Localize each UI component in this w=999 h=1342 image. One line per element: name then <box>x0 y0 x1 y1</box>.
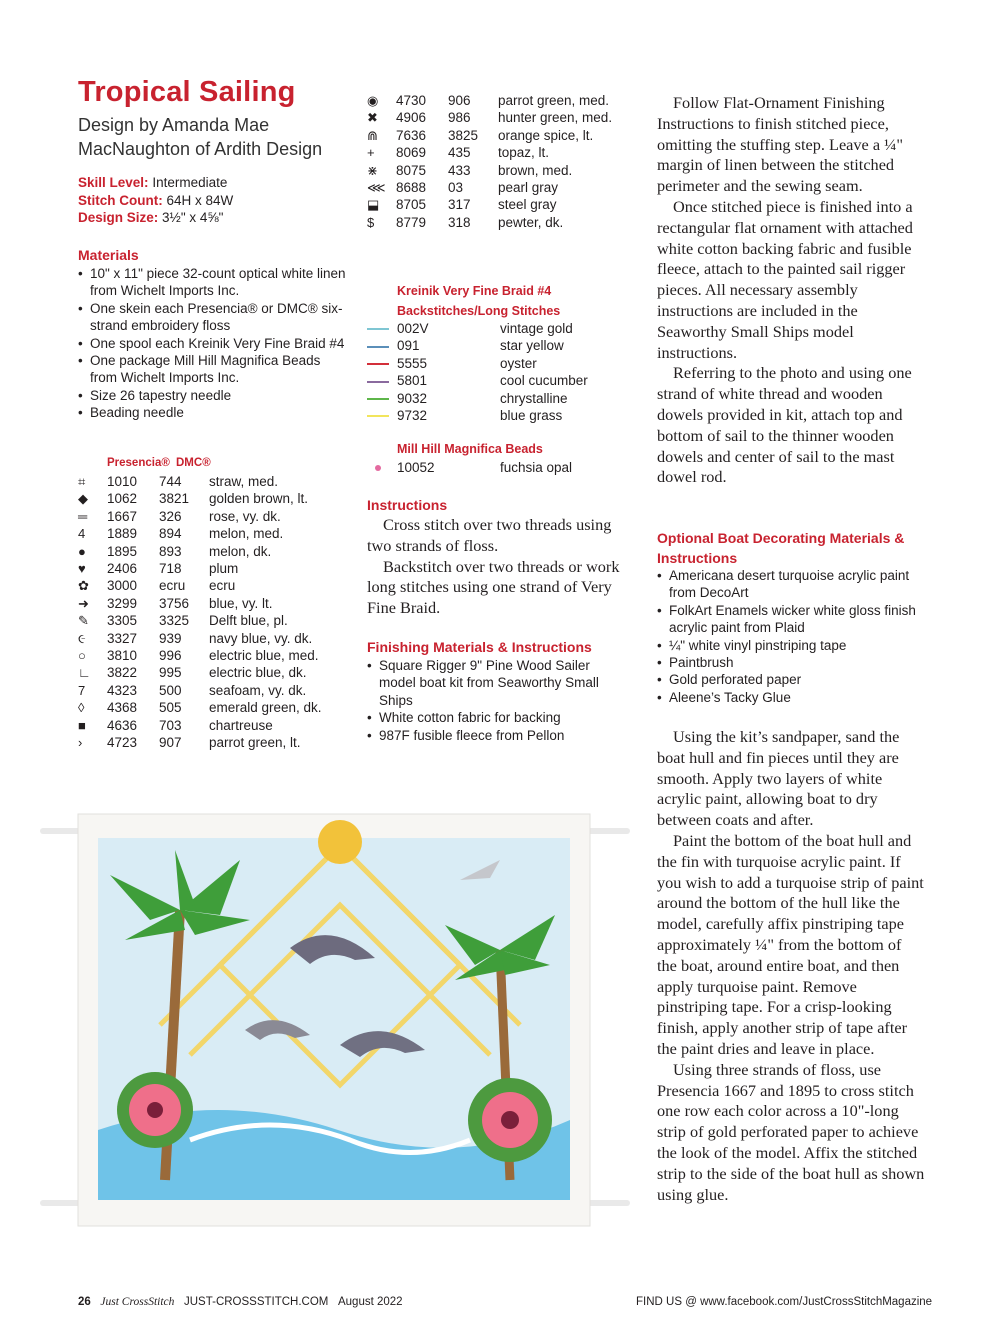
presencia-number: 3305 <box>107 613 138 629</box>
list-item: • One spool each Kreinik Very Fine Braid #4 <box>78 335 348 352</box>
design-size-value: 3½" x 4⅝" <box>162 210 224 225</box>
color-name: plum <box>209 561 239 577</box>
thread-name: star yellow <box>500 338 564 354</box>
body-paragraph: Paint the bottom of the boat hull and the fin with turquoise acrylic paint. If you wish to add a turquoise strip of paint around the bottom of the hull like the model, carefully affix pinstriping tape approximately ¼" from the bottom of the boat, around entire boat, and then apply turquoise paint. Remove pinstriping tape. For a crisp-looking finish, apply another strip of tape after the paint dries and leave in place. <box>657 830 924 1058</box>
hibiscus-right <box>468 1078 552 1162</box>
color-name: steel gray <box>498 197 557 213</box>
dmc-number: 986 <box>448 110 471 126</box>
table-row <box>78 473 337 490</box>
thread-code: 5801 <box>397 373 428 389</box>
table-row <box>78 699 337 716</box>
dmc-number: 3825 <box>448 127 479 143</box>
thread-name: vintage gold <box>500 321 573 336</box>
dmc-number: 893 <box>159 543 182 559</box>
color-name: orange spice, lt. <box>498 127 594 143</box>
dmc-number: 318 <box>448 214 471 230</box>
thread-code: 9732 <box>397 408 428 424</box>
instructions-heading: Instructions <box>367 497 448 513</box>
color-name: ecru <box>209 578 236 594</box>
hibiscus-left <box>117 1072 193 1148</box>
thread-code: 002V <box>397 321 429 336</box>
thread-code: 9032 <box>397 390 428 406</box>
list-item: • White cotton fabric for backing <box>367 709 629 726</box>
plus-icon: + <box>367 145 375 161</box>
presencia-number: 4906 <box>396 110 427 126</box>
dmc-number: 03 <box>448 180 464 196</box>
dmc-column-header: DMC® <box>176 457 211 469</box>
thread-name: fuchsia opal <box>500 460 573 475</box>
instructions-paragraph: Cross stitch over two threads using two strands of floss. <box>367 515 612 555</box>
presencia-number: 1889 <box>107 526 138 542</box>
arrow-icon: ➜ <box>78 595 89 611</box>
color-name: electric blue, dk. <box>209 665 307 681</box>
stitch-count-label: Stitch Count: <box>78 192 163 208</box>
boat-painting-instructions <box>657 727 925 1205</box>
color-name: chartreuse <box>209 717 273 733</box>
skill-value: Intermediate <box>152 175 228 190</box>
thread-line-icon <box>367 328 389 330</box>
color-name: melon, med. <box>209 526 284 542</box>
optional-materials-list <box>657 567 927 706</box>
swirl-icon: ૯ <box>78 630 86 646</box>
presencia-number: 4323 <box>107 682 138 698</box>
color-name: brown, med. <box>498 162 573 178</box>
presencia-number: 1010 <box>107 474 138 489</box>
magazine-website: JUST-CROSSSTITCH.COM <box>184 1296 329 1308</box>
seven-icon: 7 <box>78 682 86 698</box>
kreinik-heading: Kreinik Very Fine Braid #4 <box>397 284 552 298</box>
cross-icon: ✖ <box>367 110 378 126</box>
dmc-number: 894 <box>159 526 182 542</box>
four-icon: 4 <box>78 526 86 542</box>
thread-name: oyster <box>500 355 537 371</box>
dmc-number: 995 <box>159 665 182 681</box>
dmc-number: 3821 <box>159 491 190 507</box>
dollar-icon: $ <box>367 214 375 230</box>
table-row <box>367 337 588 354</box>
magazine-name: Just CrossStitch <box>100 1296 175 1308</box>
color-name: Delft blue, pl. <box>209 613 288 629</box>
table-row <box>367 127 626 144</box>
square-icon: ■ <box>78 717 86 733</box>
double-bar-icon: ═ <box>78 508 88 524</box>
thread-line-icon <box>367 363 389 365</box>
dmc-number: 3756 <box>159 595 190 611</box>
table-row <box>78 525 337 542</box>
target-icon: ◉ <box>367 93 379 108</box>
thread-code: 091 <box>397 338 420 354</box>
table-row <box>367 214 626 231</box>
dmc-number: 435 <box>448 145 471 161</box>
color-name: parrot green, lt. <box>209 735 301 751</box>
list-item: • One package Mill Hill Magnifica Beads from Wichelt Imports Inc. <box>78 352 348 387</box>
dmc-number: 996 <box>159 648 182 664</box>
dmc-number: 317 <box>448 197 471 213</box>
presencia-number: 8069 <box>396 145 427 161</box>
dmc-number: ecru <box>159 578 186 594</box>
stitch-count-value: 64H x 84W <box>166 192 234 208</box>
chevron-icon: › <box>78 735 83 751</box>
dmc-number: 907 <box>159 735 182 751</box>
presencia-number: 4730 <box>396 93 427 108</box>
presencia-number: 1062 <box>107 491 138 507</box>
list-item: • ¼" white vinyl pinstriping tape <box>657 637 927 654</box>
flower-icon: ✿ <box>78 578 89 594</box>
dmc-number: 505 <box>159 700 182 716</box>
designer-byline: Design by Amanda Mae MacNaughton of Ardith Design <box>78 115 323 159</box>
dmc-number: 3325 <box>159 613 190 629</box>
list-item: • Americana desert turquoise acrylic paint from DecoArt <box>657 567 927 602</box>
table-row <box>78 664 337 681</box>
table-row <box>367 92 626 109</box>
presencia-column-header: Presencia® <box>107 457 170 469</box>
body-paragraph: Once stitched piece is finished into a rectangular flat ornament with attached white cotton backing fabric and fusible fleece, attach to the painted sail rigger pieces. All necessary assembly instructions are included in the Seaworthy Small Ships model instructions. <box>657 196 913 362</box>
hash-icon: ⌗ <box>78 474 86 489</box>
color-name: rose, vy. dk. <box>209 508 281 524</box>
presencia-number: 1895 <box>107 543 138 559</box>
instructions-paragraph: Backstitch over two threads or work long stitches using one strand of Very Fine Braid. <box>367 556 620 618</box>
half-square-icon: ⬓ <box>367 197 380 213</box>
list-item: • Gold perforated paper <box>657 671 927 688</box>
presencia-number: 3810 <box>107 648 138 664</box>
dmc-number: 906 <box>448 93 471 108</box>
presencia-number: 4723 <box>107 735 138 751</box>
floss-key-table-1 <box>78 473 348 752</box>
table-row <box>78 630 337 647</box>
design-size-label: Design Size: <box>78 210 159 225</box>
floss-key <box>78 473 337 752</box>
color-name: melon, dk. <box>209 543 272 559</box>
heart-icon: ♥ <box>78 561 86 577</box>
thread-code: 10052 <box>397 460 435 475</box>
color-name: pearl gray <box>498 180 559 196</box>
table-row <box>367 320 588 337</box>
footer-left <box>78 1296 403 1308</box>
instructions-text <box>367 515 635 619</box>
color-name: straw, med. <box>209 474 279 489</box>
table-row <box>367 459 572 476</box>
list-item: • 10" x 11" piece 32-count optical white linen from Wichelt Imports Inc. <box>78 265 348 300</box>
presencia-number: 3000 <box>107 578 138 594</box>
presencia-number: 7636 <box>396 127 427 143</box>
dmc-number: 718 <box>159 561 182 577</box>
presencia-number: 3299 <box>107 595 138 611</box>
thread-name: chrystalline <box>500 390 568 406</box>
page-title: Tropical Sailing <box>78 76 296 108</box>
kreinik-list <box>367 320 627 424</box>
finishing-heading: Finishing Materials & Instructions <box>367 639 592 655</box>
table-row <box>367 162 626 179</box>
thread-code: 5555 <box>397 355 428 371</box>
kreinik-subheading: Backstitches/Long Stitches <box>397 304 561 318</box>
thread-line-icon <box>367 381 389 383</box>
body-paragraph: Using the kit’s sandpaper, sand the boat hull and fin pieces until they are smooth. Apply two layers of white acrylic paint, allowing boat to dry between coats and after. <box>657 727 900 830</box>
dmc-number: 500 <box>159 682 182 698</box>
diamond-icon: ◆ <box>78 491 88 507</box>
color-name: blue, vy. lt. <box>209 595 273 611</box>
color-name: golden brown, lt. <box>209 491 309 507</box>
table-row <box>78 595 337 612</box>
body-paragraph: Follow Flat-Ornament Finishing Instructions to finish stitched piece, omitting the stuffing step. Leave a ¼" margin of linen between the stitched perimeter and the sewing seam. <box>657 93 903 196</box>
table-row <box>78 612 337 629</box>
table-row <box>78 734 337 751</box>
arch-icon: ⋒ <box>367 127 378 143</box>
presencia-number: 3327 <box>107 630 138 646</box>
color-name: parrot green, med. <box>498 93 610 108</box>
presencia-number: 8705 <box>396 197 427 213</box>
stitched-piece-photo <box>40 800 630 1240</box>
table-row <box>78 717 337 734</box>
sun <box>318 820 362 864</box>
body-paragraph: Using three strands of floss, use Presencia 1667 and 1895 to cross stitch one row each color across a 10"-long strip of gold perforated paper to achieve the look of the model. Affix the stitched strip to the side of the boat hull as shown using glue. <box>657 1059 925 1204</box>
circle-icon: ○ <box>78 648 86 664</box>
presencia-number: 4368 <box>107 700 138 716</box>
thread-name: cool cucumber <box>500 373 588 389</box>
asterisk-icon: ⋇ <box>367 162 378 178</box>
color-name: pewter, dk. <box>498 214 564 230</box>
dot-icon: ● <box>78 543 86 559</box>
millhill-heading: Mill Hill Magnifica Beads <box>397 442 543 456</box>
list-item: • FolkArt Enamels wicker white gloss finish acrylic paint from Plaid <box>657 602 927 637</box>
color-name: navy blue, vy. dk. <box>209 630 313 646</box>
presencia-number: 8075 <box>396 162 427 178</box>
presencia-number: 3822 <box>107 665 138 681</box>
dmc-number: 939 <box>159 630 182 646</box>
floss-key <box>367 92 626 231</box>
presencia-number: 1667 <box>107 508 138 524</box>
materials-heading: Materials <box>78 247 139 263</box>
dmc-number: 744 <box>159 474 182 489</box>
table-row <box>78 577 337 594</box>
color-name: emerald green, dk. <box>209 700 322 716</box>
table-row <box>367 372 588 389</box>
table-row <box>367 109 626 126</box>
color-name: electric blue, med. <box>209 648 319 664</box>
thread-line-icon <box>367 415 389 417</box>
table-row <box>367 144 626 161</box>
list-item: • Paintbrush <box>657 654 927 671</box>
pencil-icon: ✎ <box>78 613 89 629</box>
table-row <box>78 682 337 699</box>
table-row <box>367 179 626 196</box>
thread-line-icon <box>367 346 389 348</box>
presencia-number: 8779 <box>396 214 427 230</box>
triple-chevron-icon: ⋘ <box>367 180 386 196</box>
dmc-number: 326 <box>159 508 182 524</box>
thread-line-icon <box>367 398 389 400</box>
table-row <box>78 647 337 664</box>
body-paragraph: Referring to the photo and using one strand of white thread and wooden dowels provided in kit, attach top and bottom of sail to the thinner wooden dowels and center of sail to the mast dowel rod. <box>657 363 912 487</box>
issue-date: August 2022 <box>337 1296 403 1308</box>
table-row <box>78 543 337 560</box>
list-item: • One skein each Presencia® or DMC® six-strand embroidery floss <box>78 300 348 335</box>
corner-icon: ∟ <box>78 665 91 681</box>
presencia-number: 8688 <box>396 180 427 196</box>
facebook-link: FIND US @ www.facebook.com/JustCrossStitchMagazine <box>636 1296 933 1308</box>
color-name: hunter green, med. <box>498 110 613 126</box>
materials-list <box>78 265 348 422</box>
finishing-instructions <box>657 93 923 488</box>
table-row <box>367 196 626 213</box>
table-row <box>367 407 588 424</box>
outline-diamond-icon: ◊ <box>78 700 85 716</box>
color-name: topaz, lt. <box>498 145 550 161</box>
table-row <box>367 390 588 407</box>
table-row <box>78 490 337 507</box>
millhill-list <box>367 459 627 476</box>
page-number: 26 <box>78 1296 91 1308</box>
dmc-number: 703 <box>159 717 182 733</box>
thread-name: blue grass <box>500 408 563 424</box>
list-item: • Beading needle <box>78 404 348 421</box>
list-item: • Size 26 tapestry needle <box>78 387 348 404</box>
list-item: • Square Rigger 9" Pine Wood Sailer model boat kit from Seaworthy Small Ships <box>367 657 629 709</box>
dmc-number: 433 <box>448 162 471 178</box>
floss-key-table-2 <box>367 92 627 231</box>
color-name: seafoam, vy. dk. <box>209 682 307 698</box>
design-specs <box>78 174 358 227</box>
list-item: • Aleene’s Tacky Glue <box>657 689 927 706</box>
bead-dot-icon <box>375 465 381 471</box>
optional-heading: Optional Boat Decorating Materials & Instructions <box>657 530 905 566</box>
table-row <box>78 508 337 525</box>
list-item: • 987F fusible fleece from Pellon <box>367 727 629 744</box>
table-row <box>78 560 337 577</box>
table-row <box>367 355 588 372</box>
skill-label: Skill Level: <box>78 175 149 190</box>
presencia-number: 2406 <box>107 561 138 577</box>
presencia-number: 4636 <box>107 717 138 733</box>
finishing-list <box>367 657 629 744</box>
